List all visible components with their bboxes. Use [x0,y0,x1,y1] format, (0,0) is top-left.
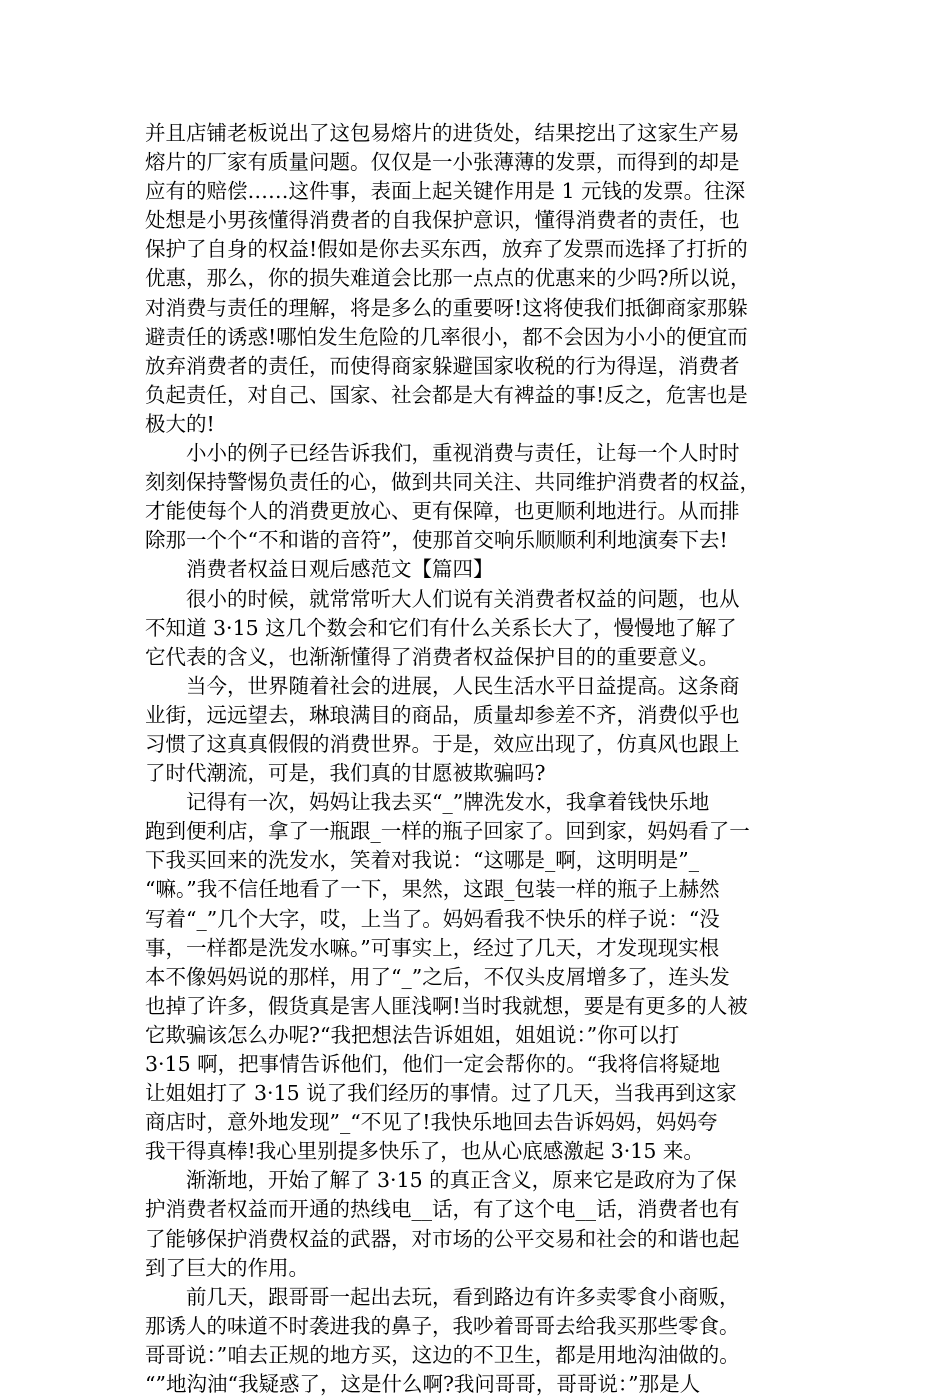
text-line: 处想是小男孩懂得消费者的自我保护意识，懂得消费者的责任，也 [145,208,740,233]
text-line: 放弃消费者的责任，而使得商家躲避国家收税的行为得逞，消费者 [145,353,740,378]
text-line: 不知道 3·15 这几个数会和它们有什么关系长大了，慢慢地了解了 [145,615,737,640]
text-line: 前几天，跟哥哥一起出去玩，看到路边有许多卖零食小商贩， [145,1284,740,1309]
text-line: 写着“_”几个大字，哎，上当了。妈妈看我不快乐的样子说：“没 [145,906,720,931]
text-line: 渐渐地，开始了解了 3·15 的真正含义，原来它是政府为了保 [145,1168,737,1193]
text-line: 保护了自身的权益!假如是你去买东西，放弃了发票而选择了打折的 [145,237,748,262]
text-line: 护消费者权益而开通的热线电__话，有了这个电__话，消费者也有 [145,1197,740,1222]
text-line: 当今，世界随着社会的进展，人民生活水平日益提高。这条商 [145,673,740,698]
text-line: 跑到便利店，拿了一瓶跟_一样的瓶子回家了。回到家，妈妈看了一 [145,819,750,844]
text-line: 小小的例子已经告诉我们，重视消费与责任，让每一个人时时 [145,441,740,466]
text-line: 我干得真棒!我心里别提多快乐了，也从心底感激起 3·15 来。 [145,1139,704,1164]
body-text [145,119,825,1399]
text-line: 了时代潮流，可是，我们真的甘愿被欺骗吗? [145,761,546,786]
text-line: “”地沟油“我疑惑了，这是什么啊?我问哥哥，哥哥说：”那是人 [145,1372,701,1397]
text-line: 商店时，意外地发现”_“不见了!我快乐地回去告诉妈妈，妈妈夸 [145,1110,718,1135]
text-line: 事，一样都是洗发水嘛。”可事实上，经过了几天，才发现现实根 [145,935,720,960]
text-line: 才能使每个人的消费更放心、更有保障，也更顺利地进行。从而排 [145,499,740,524]
text-line: 对消费与责任的理解，将是多么的重要呀!这将使我们抵御商家那躲 [145,295,748,320]
text-line: 很小的时候，就常常听大人们说有关消费者权益的问题，也从 [145,586,740,611]
text-line: 刻刻保持警惕负责任的心，做到共同关注、共同维护消费者的权益， [145,470,760,495]
text-line: 消费者权益日观后感范文【篇四】 [145,557,494,582]
text-line: 优惠，那么，你的损失难道会比那一点点的优惠来的少吗?所以说， [145,266,751,291]
text-line: 熔片的厂家有质量问题。仅仅是一小张薄薄的发票，而得到的却是 [145,150,740,175]
text-line: 除那一个个“不和谐的音符”，使那首交响乐顺顺利利地演奏下去! [145,528,728,553]
text-line: 让姐姐打了 3·15 说了我们经历的事情。过了几天，当我再到这家 [145,1081,737,1106]
text-line: 本不像妈妈说的那样，用了“_”之后，不仅头皮屑增多了，连头发 [145,964,730,989]
text-line: 那诱人的味道不时袭进我的鼻子，我吵着哥哥去给我买那些零食。 [145,1313,740,1338]
text-line: 也掉了许多，假货真是害人匪浅啊!当时我就想，要是有更多的人被 [145,993,748,1018]
text-line: 避责任的诱惑!哪怕发生危险的几率很小，都不会因为小小的便宜而 [145,324,748,349]
text-line: “嘛。”我不信任地看了一下，果然，这跟_包装一样的瓶子上赫然 [145,877,720,902]
text-line: 极大的! [145,411,215,436]
text-line: 哥哥说：”咱去正规的地方买，这边的不卫生，都是用地沟油做的。 [145,1342,740,1367]
text-line: 记得有一次，妈妈让我去买“_”牌洗发水，我拿着钱快乐地 [145,790,710,815]
text-line: 3·15 啊，把事情告诉他们，他们一定会帮你的。“我将信将疑地 [145,1052,721,1076]
text-line: 它代表的含义，也渐渐懂得了消费者权益保护目的的重要意义。 [145,644,719,669]
text-line: 习惯了这真真假假的消费世界。于是，效应出现了，仿真风也跟上 [145,731,740,756]
text-line: 负起责任，对自己、国家、社会都是大有裨益的事!反之，危害也是 [145,382,748,407]
text-line: 业街，远远望去，琳琅满目的商品，质量却参差不齐，消费似乎也 [145,702,740,727]
text-line: 应有的赔偿……这件事，表面上起关键作用是 1 元钱的发票。往深 [145,179,746,204]
text-line: 它欺骗该怎么办呢?“我把想法告诉姐姐，姐姐说：”你可以打 [145,1022,680,1047]
text-line: 并且店铺老板说出了这包易熔片的进货处，结果挖出了这家生产易 [145,121,740,145]
text-line: 到了巨大的作用。 [145,1255,309,1280]
text-line: 下我买回来的洗发水，笑着对我说：“这哪是_啊，这明明是”_ [145,848,699,873]
text-line: 了能够保护消费权益的武器，对市场的公平交易和社会的和谐也起 [145,1226,740,1251]
